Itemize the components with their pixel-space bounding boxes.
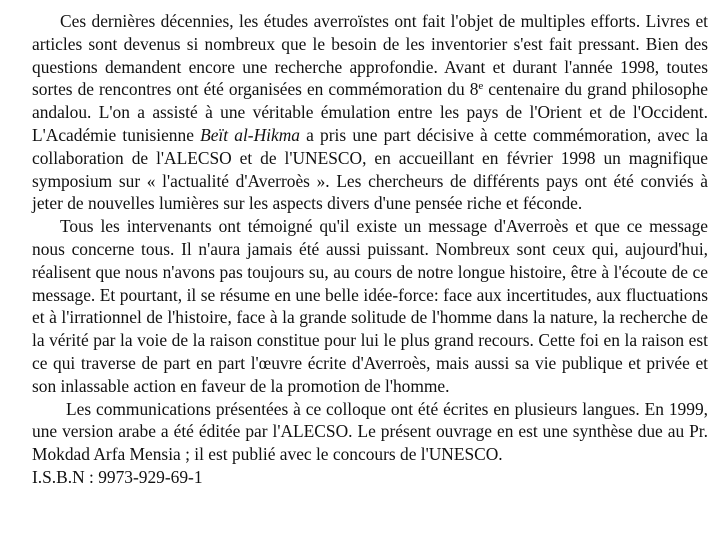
paragraph-1-text-c: a pris une part décisive à cette commémoration, avec la collaboration de l'ALECSO et de l'UNESCO, en accueillant en février 1998 un magnifique symposium sur « l'actualité d'Averroès ». Les chercheurs de différents pays ont été conviés à jeter de nouvelles lumières sur les aspects divers d'une pensée riche et féconde. bbox=[32, 124, 708, 214]
paragraph-1-text-a: Ces dernières décennies, les études averroïstes ont fait l'objet de multiples efforts. Livres et articles sont devenus si nombreux que le besoin de les inventorier s'est fait pressant. Bien des questions demandent encore une recherche approfondie. Avant et durant l'année 1998, toutes sortes de rencontres ont été organisées en commémoration du 8 bbox=[32, 11, 708, 100]
paragraph-3: Les communications présentées à ce colloque ont été écrites en plusieurs langues. En 1999, une version arabe a été éditée par l'ALECSO. Le présent ouvrage en est une synthèse due au Pr. Mokdad Arfa Mensia ; il est publié avec le concours de l'UNESCO. bbox=[32, 398, 708, 465]
ordinal-superscript: e bbox=[478, 80, 484, 93]
paragraph-1 bbox=[32, 10, 708, 215]
academy-name-italic: Beït al-Hikma bbox=[200, 124, 300, 145]
paragraph-2: Tous les intervenants ont témoigné qu'il existe un message d'Averroès et que ce message nous concerne tous. Il n'aura jamais été aussi puissant. Nombreux sont ceux qui, aujourd'hui, réalisent que nous n'avons pas toujours su, au cours de notre longue histoire, être à l'écoute de ce message. Et pourtant, il se résume en une belle idée-force: face aux incertitudes, aux fluctuations et à l'irrationnel de l'histoire, face à la grande solitude de l'homme dans la nature, la recherche de la vérité par la voie de la raison constitue pour lui le plus grand recours. Cette foi en la raison est ce qui traverse de part en part l'œuvre écrite d'Averroès, mais aussi sa vie publique et privée et son inlassable action en faveur de la promotion de l'homme. bbox=[32, 216, 708, 396]
isbn-line: I.S.B.N : 9973-929-69-1 bbox=[32, 466, 203, 487]
document-page bbox=[32, 10, 708, 489]
paragraph-1-text-b: centenaire du grand philosophe andalou. L'on a assisté à une véritable émulation entre les pays de l'Orient et de l'Occident. L'Académie tunisienne bbox=[32, 79, 708, 145]
